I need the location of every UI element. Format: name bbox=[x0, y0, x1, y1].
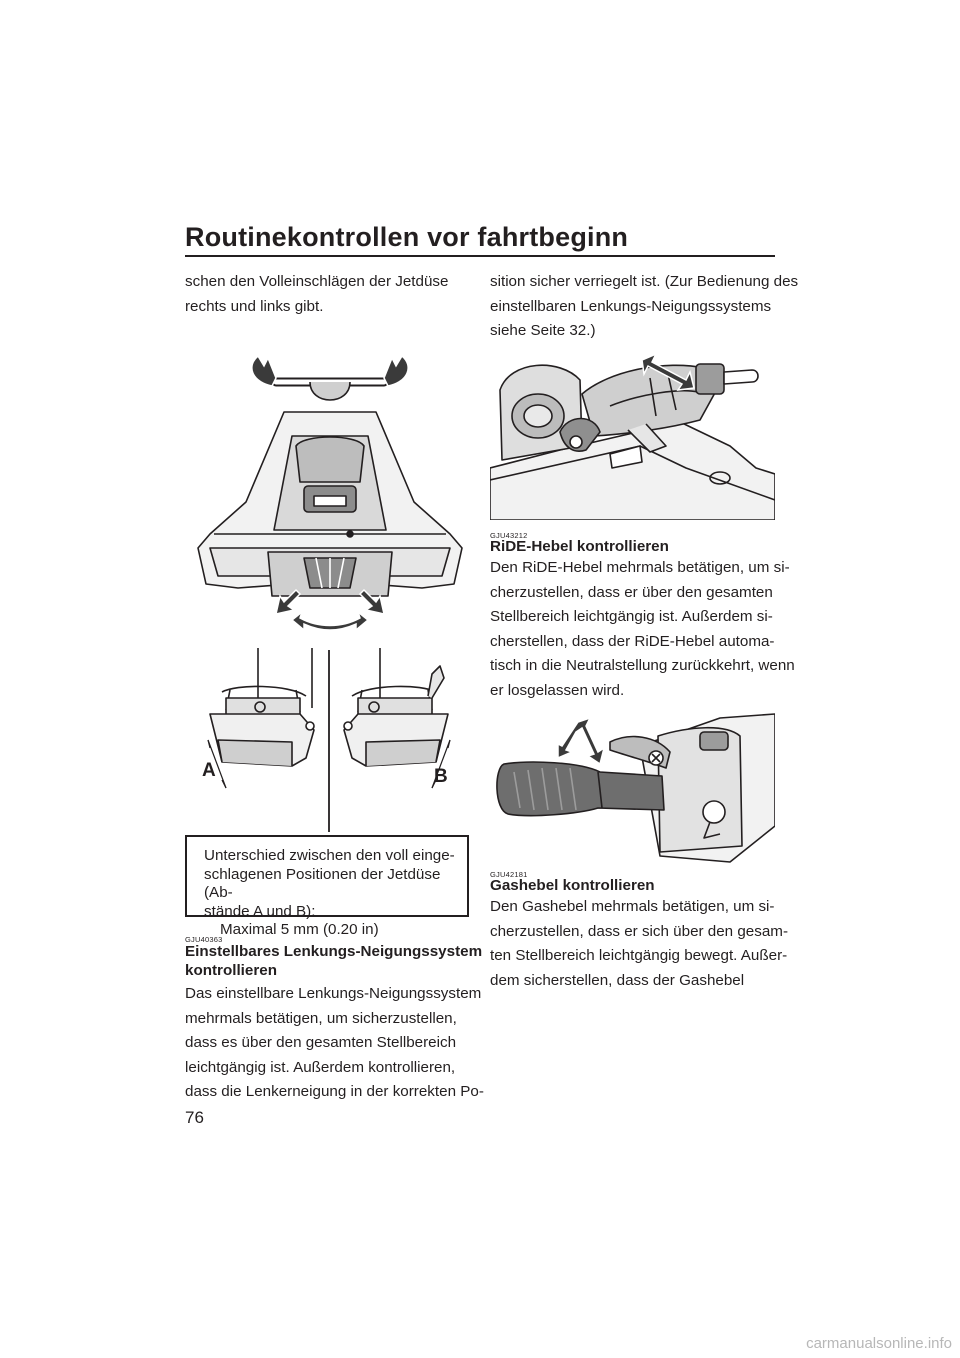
text-line: schen den Volleinschlägen der Jetdüse bbox=[185, 273, 449, 290]
text-line: dass es über den gesamten Stellbereich bbox=[185, 1034, 457, 1052]
text-line: Den RiDE-Hebel mehrmals betätigen, um si- bbox=[490, 559, 790, 576]
title-rule bbox=[185, 255, 775, 257]
text-line: leichtgängig ist. Außerdem kontrollieren, bbox=[185, 1058, 456, 1076]
text-line: siehe Seite 32.) bbox=[490, 322, 596, 340]
page-title: Routinekontrollen vor fahrtbeginn bbox=[185, 222, 629, 252]
text-line: ten Stellbereich leichtgängig bewegt. Außer- bbox=[490, 947, 788, 965]
text-line: Den Gashebel mehrmals betätigen, um si- bbox=[490, 898, 775, 915]
text-line: einstellbaren Lenkungs-Neigungssystems bbox=[490, 297, 772, 315]
text-line: Das einstellbare Lenkungs-Neigungssystem bbox=[185, 985, 482, 1002]
text-line: cherzustellen, dass er sich über den gesam- bbox=[490, 922, 788, 940]
jet-nozzle-positions-diagram bbox=[196, 648, 462, 832]
spec-value: Maximal 5 mm (0.20 in) bbox=[220, 921, 379, 938]
section-code: GJU40363 bbox=[185, 935, 223, 944]
text-line: dem sicherstellen, dass der Gashebel bbox=[490, 971, 745, 989]
text-line: mehrmals betätigen, um sicherzustellen, bbox=[185, 1009, 457, 1027]
throttle-lever-illustration bbox=[490, 706, 775, 864]
intro-paragraph-left bbox=[185, 270, 448, 319]
label-b: B bbox=[434, 766, 448, 787]
spec-line: schlagenen Positionen der Jetdüse (Ab- bbox=[204, 865, 441, 901]
throttle-heading: Gashebel kontrollieren bbox=[490, 877, 655, 894]
heading-line: kontrollieren bbox=[185, 962, 277, 979]
heading-line: Einstellbares Lenkungs-Neigungssystem bbox=[185, 943, 483, 960]
lever-arrow-icon bbox=[558, 718, 604, 764]
text-line: er losgelassen wird. bbox=[490, 681, 625, 699]
text-line: dass die Lenkerneigung in der korrekten Po- bbox=[185, 1083, 484, 1101]
section-heading bbox=[185, 942, 482, 980]
watermark: carmanualsonline.info bbox=[806, 1335, 952, 1352]
text-line: rechts und links gibt. bbox=[185, 297, 324, 315]
jetski-top-view-illustration bbox=[192, 352, 468, 634]
text-line: cherzustellen, dass er über den gesamten bbox=[490, 583, 773, 601]
text-line: cherstellen, dass der RiDE-Hebel automa- bbox=[490, 632, 775, 650]
throttle-code: GJU42181 bbox=[490, 870, 528, 879]
throttle-body bbox=[490, 895, 788, 993]
label-a: A bbox=[202, 760, 216, 781]
text-line: Stellbereich leichtgängig ist. Außerdem si- bbox=[490, 608, 773, 626]
page-number: 76 bbox=[185, 1108, 204, 1127]
text-line: tisch in die Neutralstellung zurückkehrt, wenn bbox=[490, 657, 795, 675]
intro-paragraph-right bbox=[490, 270, 798, 344]
ride-body bbox=[490, 556, 795, 704]
text-line: sition sicher verriegelt ist. (Zur Bedienung des bbox=[490, 273, 799, 290]
steering-tilt-illustration bbox=[490, 350, 775, 520]
section-body bbox=[185, 982, 484, 1105]
ride-code: GJU43212 bbox=[490, 531, 528, 540]
spec-box bbox=[185, 835, 469, 938]
spec-line: Unterschied zwischen den voll einge- bbox=[204, 847, 455, 864]
ride-heading: RiDE-Hebel kontrollieren bbox=[490, 538, 669, 555]
spec-line: stände A und B): bbox=[204, 902, 316, 920]
